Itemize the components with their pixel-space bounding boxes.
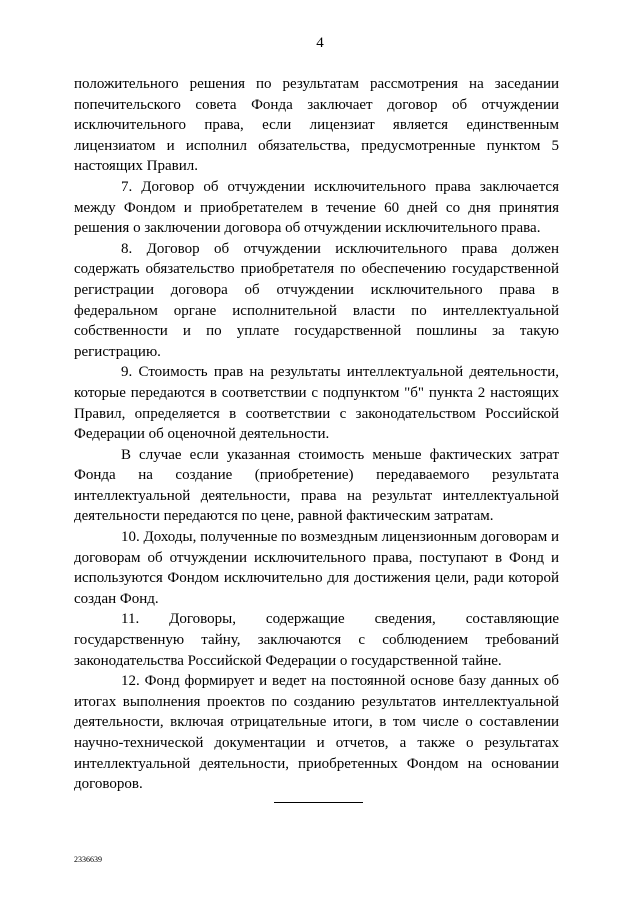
paragraph-item-10: 10. Доходы, полученные по возмездным лицензионным договорам и договорам об отчуждении исключительного права, поступают в Фонд и используются Фондом исключительно для достижения цели, ради которой создан Фонд. xyxy=(74,529,559,607)
paragraph-item-9-continued: В случае если указанная стоимость меньше фактических затрат Фонда на создание (приобретение) передаваемого результата интеллектуальной деятельности, права на результат интеллектуальной деятельности передаются по цене, равной фактическим затратам. xyxy=(74,446,559,525)
end-separator-line xyxy=(274,802,363,803)
page-number: 4 xyxy=(316,35,324,51)
paragraph-item-12: 12. Фонд формирует и ведет на постоянной основе базу данных об итогах выполнения проектов по созданию результатов интеллектуальной деятельности, включая отрицательные итоги, в том числе о составлении научно-технической документации и отчетов, а также о результатах интеллектуальной деятельности, приобретенных Фондом на основании договоров. xyxy=(74,673,559,793)
paragraph-item-8: 8. Договор об отчуждении исключительного права должен содержать обязательство приобретателя по обеспечению государственной регистрации договора об отчуждении исключительного права в федеральном органе исполнительной власти по интеллектуальной собственности и по уплате государственной пошлины за такую регистрацию. xyxy=(74,240,559,360)
document-code: 2336639 xyxy=(74,855,102,864)
paragraph-item-7: 7. Договор об отчуждении исключительного права заключается между Фондом и приобретателем в течение 60 дней со дня принятия решения о заключении договора об отчуждении исключительного права. xyxy=(74,178,559,237)
paragraph-continuation: положительного решения по результатам рассмотрения на заседании попечительского совета Фонда заключает договор об отчуждении исключительного права, если лицензиат является единственным лицензиатом и исполнил обязательства, предусмотренные пунктом 5 настоящих Правил. xyxy=(74,76,559,175)
paragraph-item-11: 11. Договоры, содержащие сведения, составляющие государственную тайну, заключаются с соблюдением требований законодательства Российской Федерации о государственной тайне. xyxy=(74,611,559,669)
document-body xyxy=(74,74,559,795)
paragraph-item-9: 9. Стоимость прав на результаты интеллектуальной деятельности, которые передаются в соответствии с подпунктом "б" пункта 2 настоящих Правил, определяется в соответствии с законодательством Российской Федерации об оценочной деятельности. xyxy=(74,364,559,443)
